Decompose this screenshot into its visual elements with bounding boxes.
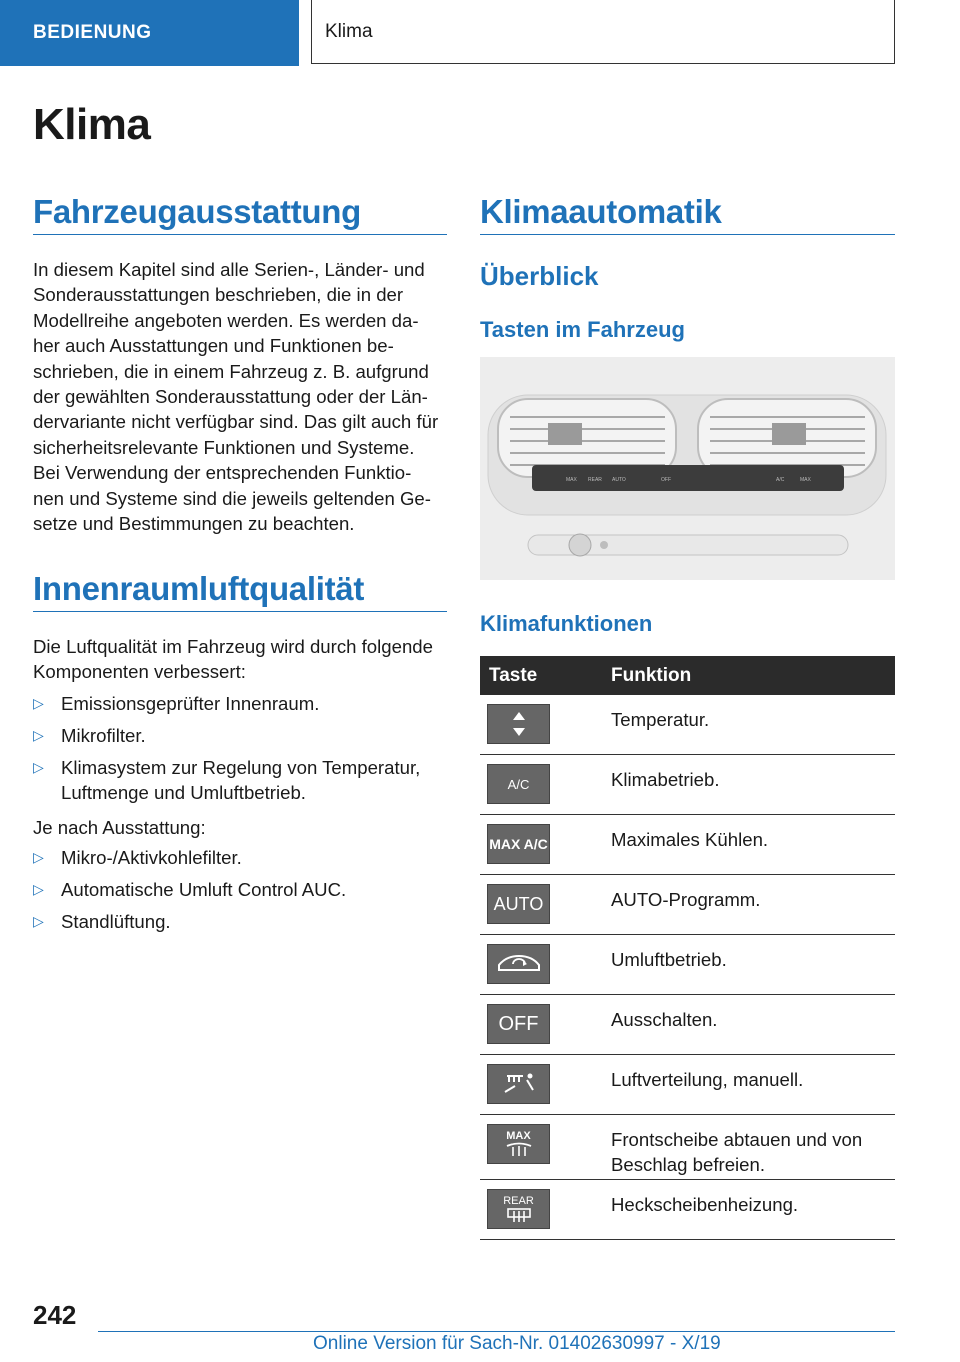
bullet-triangle-icon: ▷: [33, 759, 44, 775]
list-item: [33, 723, 453, 748]
function-text: Umluftbetrieb.: [611, 949, 727, 970]
heading-innenraumluftqualitaet: Innenraumluftqualität: [33, 570, 365, 607]
photo-label: OFF: [661, 477, 671, 483]
list-item-text: Luftmenge und Umluftbetrieb.: [61, 782, 306, 804]
list-item-text: Standlüftung.: [61, 911, 171, 932]
heading-rule: [33, 611, 447, 612]
text-line: Modellreihe angeboten werden. Es werden da-: [33, 309, 419, 331]
max-defrost-icon: [487, 1124, 550, 1164]
table-row: [480, 815, 895, 875]
function-text: Klimabetrieb.: [611, 769, 720, 790]
functions-table: [480, 656, 895, 1240]
rear-defrost-icon: [487, 1189, 550, 1229]
list-item: [33, 877, 453, 902]
table-row: [480, 695, 895, 755]
column-header-funktion: Funktion: [611, 665, 692, 686]
list-item-text: Mikrofilter.: [61, 725, 146, 746]
text-line: sicherheitsrelevante Funktionen und Systeme.: [33, 436, 415, 458]
section-tab: BEDIENUNG: [0, 0, 299, 66]
online-version-note: Online Version für Sach-Nr. 01402630997 - X/19: [313, 1333, 721, 1354]
bullet-triangle-icon: ▷: [33, 849, 44, 865]
text-line: dervariante nicht verfügbar sind. Das gilt auch für: [33, 411, 439, 433]
list-item: [33, 755, 453, 806]
function-text: Ausschalten.: [611, 1009, 718, 1030]
function-text: Heckscheibenheizung.: [611, 1194, 799, 1215]
text-line: Komponenten verbessert:: [33, 661, 246, 683]
text-line: Frontscheibe abtauen und von: [611, 1129, 863, 1150]
text-line: In diesem Kapitel sind alle Serien-, Länder- und: [33, 259, 425, 280]
photo-label: A/C: [776, 477, 785, 483]
photo-label: REAR: [588, 477, 602, 483]
chapter-header: Klima: [311, 0, 895, 64]
text-line: schrieben, die in einem Fahrzeug z. B. aufgrund: [33, 360, 429, 382]
table-row: [480, 875, 895, 935]
footer-rule: [98, 1331, 895, 1332]
climate-panel-illustration: [480, 357, 895, 580]
heading-klimafunktionen: Klimafunktionen: [480, 611, 653, 636]
table-row: [480, 1055, 895, 1115]
ac-icon: A/C: [487, 764, 550, 804]
bullet-triangle-icon: ▷: [33, 695, 44, 711]
text-line: Sonderausstattungen beschrieben, die in der: [33, 284, 404, 306]
list-item: [33, 691, 453, 716]
table-row: [480, 1180, 895, 1240]
text-line: nen und Systeme sind die jeweils geltenden Ge-: [33, 487, 431, 509]
function-text: AUTO-Programm.: [611, 889, 761, 910]
function-text: Maximales Kühlen.: [611, 829, 769, 850]
bullet-triangle-icon: ▷: [33, 727, 44, 743]
photo-label: MAX: [800, 477, 811, 483]
heading-rule: [33, 234, 447, 235]
text-line: Die Luftqualität im Fahrzeug wird durch folgende: [33, 636, 433, 657]
heading-fahrzeugausstattung: Fahrzeugausstattung: [33, 193, 361, 230]
table-row: [480, 995, 895, 1055]
page-title: Klima: [33, 100, 151, 149]
heading-klimaautomatik: Klimaautomatik: [480, 193, 722, 230]
air-distribution-icon: [487, 1064, 550, 1104]
list-item-text: Mikro-/Aktivkohlefilter.: [61, 847, 242, 868]
list-item: [33, 909, 453, 934]
function-text: Temperatur.: [611, 709, 710, 730]
table-header: [480, 656, 895, 695]
photo-label: AUTO: [612, 477, 626, 483]
list-item: [33, 845, 453, 870]
table-row: [480, 935, 895, 995]
text-line: der gewählten Sonderausstattung oder der Län-: [33, 386, 428, 408]
luft-intro: [33, 634, 453, 685]
list-item-text: Automatische Umluft Control AUC.: [61, 879, 347, 900]
function-text: [611, 1127, 886, 1177]
table-row: [480, 1115, 895, 1180]
je-nach-ausstattung: Je nach Ausstattung:: [33, 817, 206, 838]
table-row: [480, 755, 895, 815]
text-line: setze und Bestimmungen zu beachten.: [33, 513, 355, 535]
list-item-text: Emissionsgeprüfter Innenraum.: [61, 693, 320, 714]
auto-icon: AUTO: [487, 884, 550, 924]
heading-ueberblick: Überblick: [480, 261, 599, 291]
text-line: Beschlag befreien.: [611, 1154, 766, 1175]
climate-panel-photo: [480, 357, 895, 580]
recirculation-icon: [487, 944, 550, 984]
bullet-triangle-icon: ▷: [33, 881, 44, 897]
column-header-taste: Taste: [489, 665, 538, 686]
function-text: Luftverteilung, manuell.: [611, 1069, 804, 1090]
off-icon: OFF: [487, 1004, 550, 1044]
page-number: 242: [33, 1300, 77, 1330]
text-line: her auch Ausstattungen und Funktionen be-: [33, 335, 394, 357]
icon-label: REAR: [503, 1195, 534, 1207]
bullet-triangle-icon: ▷: [33, 913, 44, 929]
temperature-arrows-icon: [487, 704, 550, 744]
list-item-text: Klimasystem zur Regelung von Temperatur,: [61, 757, 421, 778]
icon-label: MAX: [506, 1130, 531, 1142]
fahrzeug-paragraph: [33, 257, 453, 536]
photo-label: MAX: [566, 477, 577, 483]
max-ac-icon: MAX A/C: [487, 824, 550, 864]
heading-rule: [480, 234, 895, 235]
heading-tasten: Tasten im Fahrzeug: [480, 317, 685, 342]
text-line: Bei Verwendung der entsprechenden Funktio-: [33, 462, 412, 484]
